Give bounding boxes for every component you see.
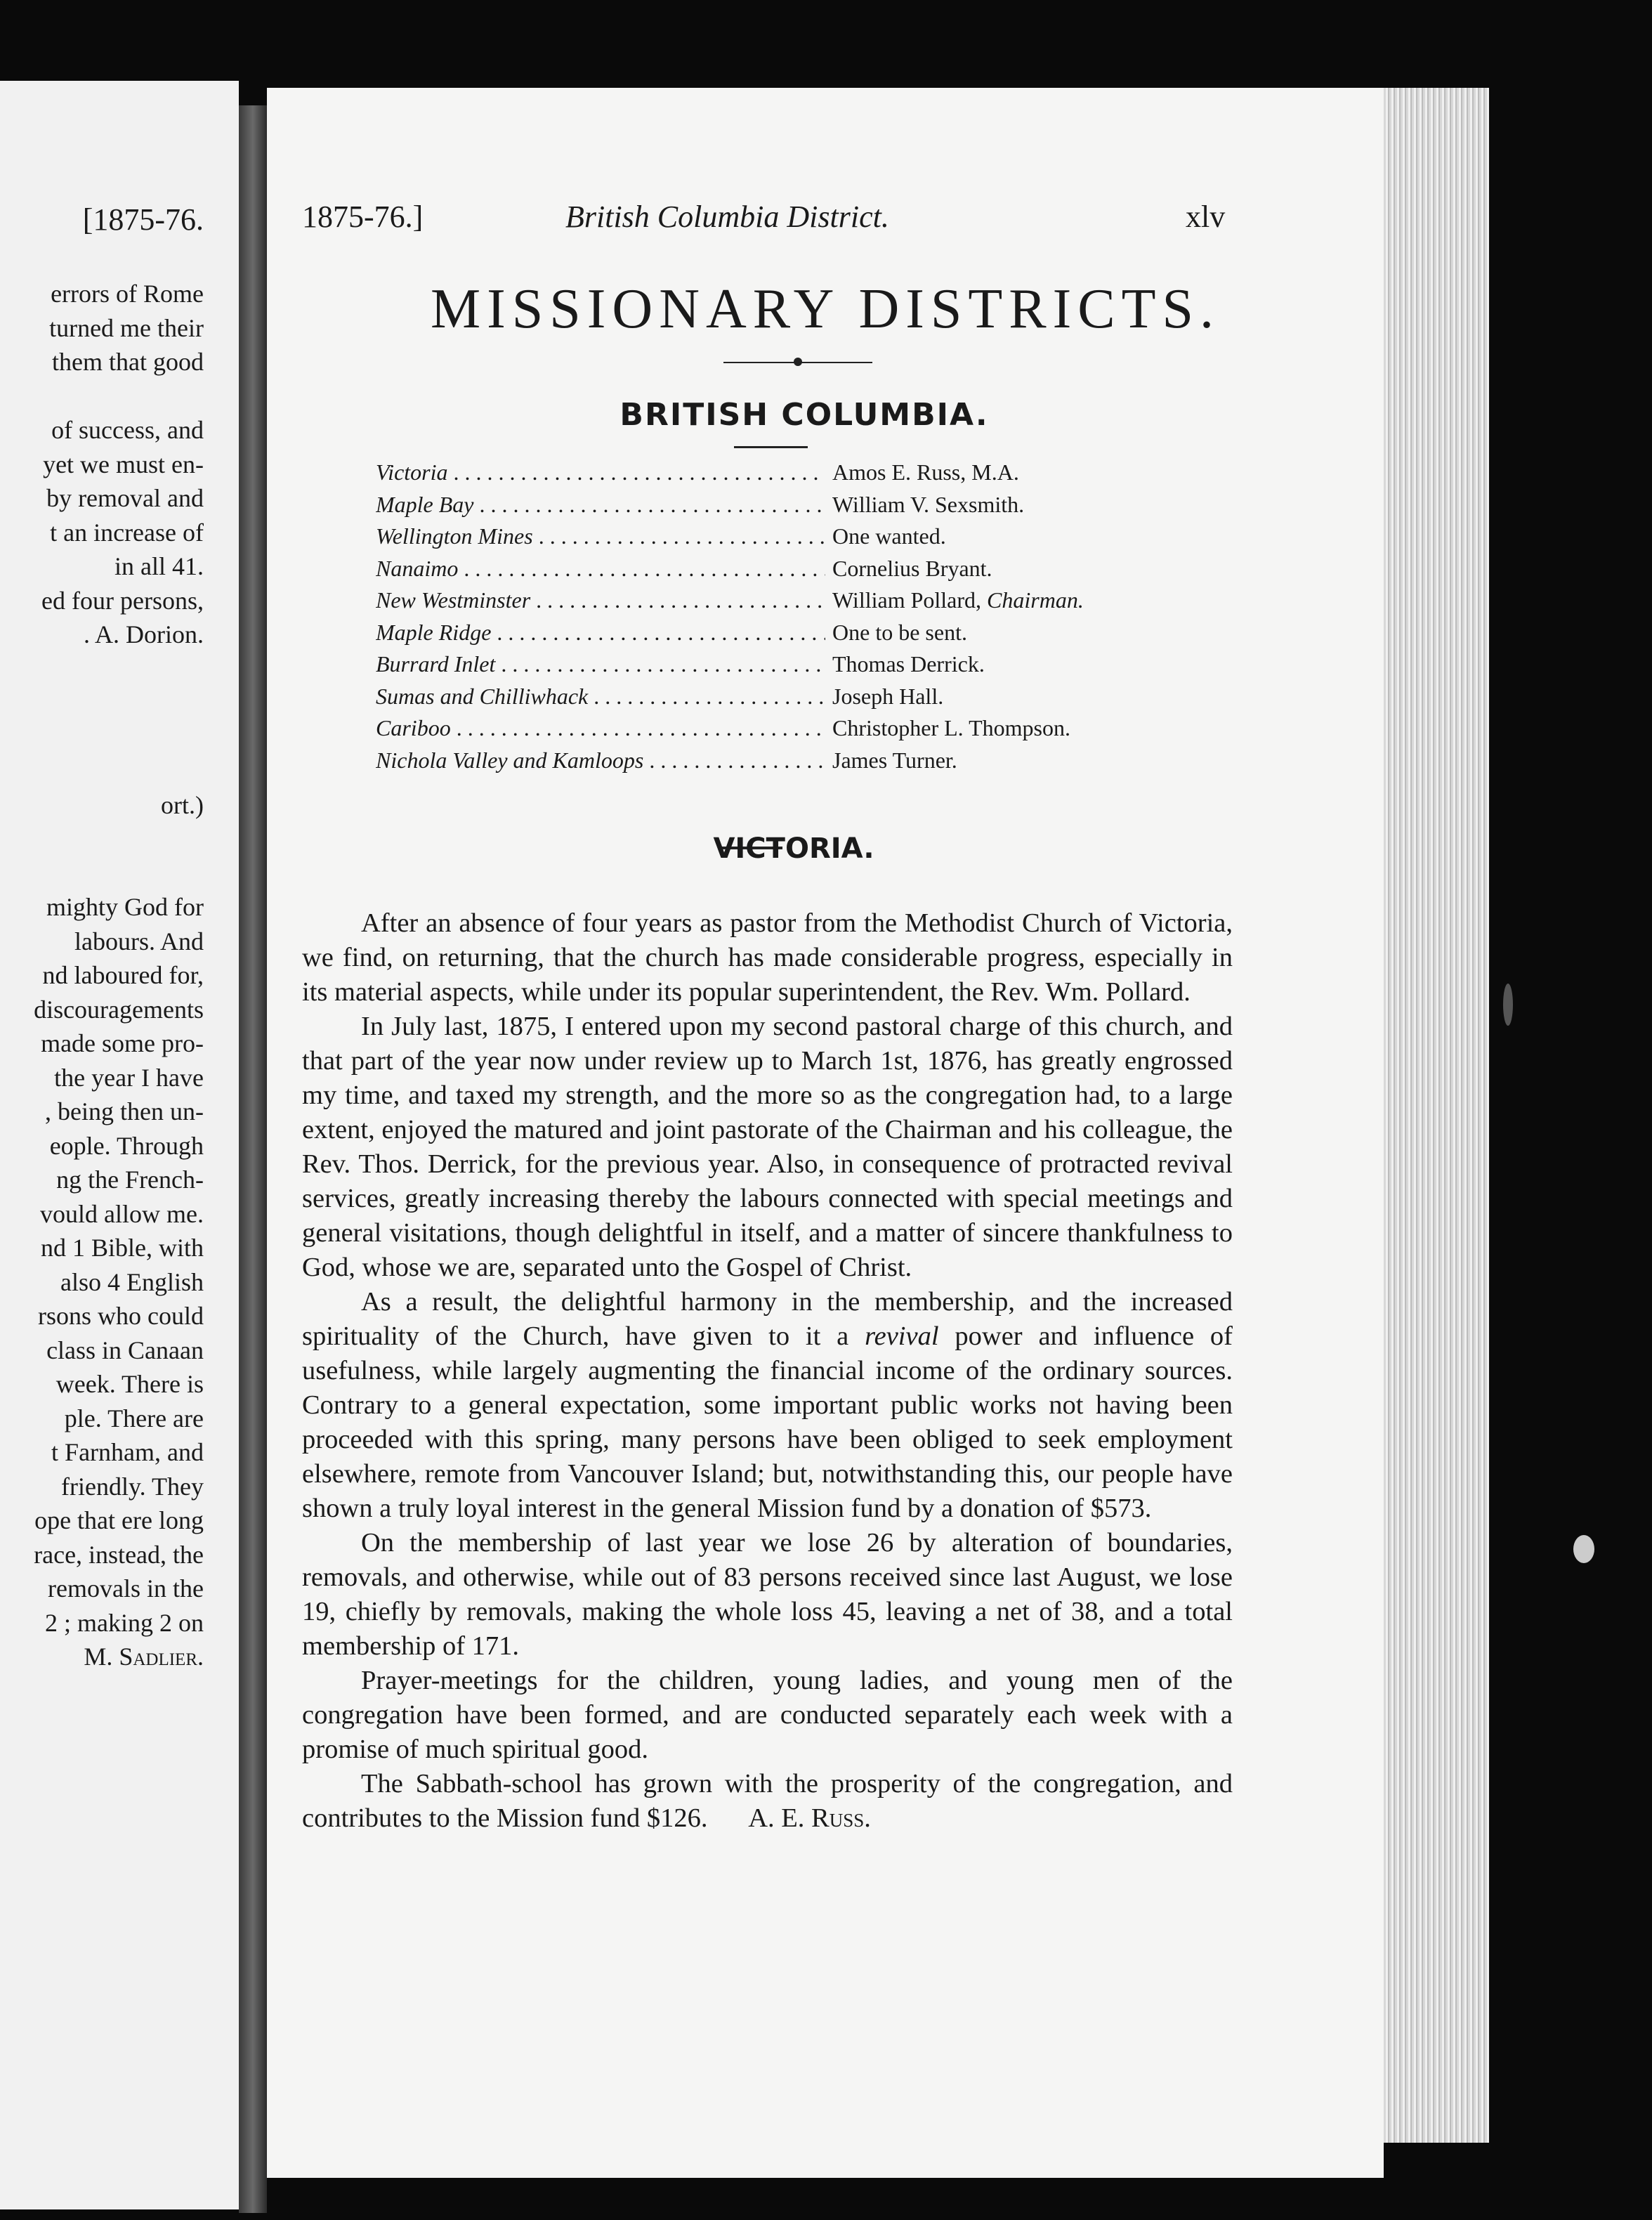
station-person: Cornelius Bryant. <box>832 555 992 581</box>
station-row <box>376 745 1289 777</box>
station-person: James Turner. <box>832 747 957 773</box>
station-place: Wellington Mines . . . <box>376 523 825 549</box>
station-row <box>376 681 1289 713</box>
main-page <box>267 88 1384 2178</box>
station-row <box>376 489 1289 521</box>
station-role: Chairman. <box>987 587 1084 613</box>
left-page-line: friendly. They <box>61 1472 204 1501</box>
station-row <box>376 457 1289 489</box>
paragraph: On the membership of last year we lose 26 by alteration of boundaries, removals, and otherwise, while out of 83 persons received since last August, we lose 19, chiefly by removals, making the whole loss 45, leaving a net of 38, and a total membership of 171. <box>302 1528 1233 1661</box>
station-place: Burrard Inlet . . . <box>376 651 825 677</box>
signature: A. E. Russ. <box>748 1803 871 1833</box>
left-page-line: race, instead, the <box>34 1540 204 1569</box>
stations-list <box>376 457 1289 776</box>
paragraph <box>302 1285 1233 1526</box>
emphasis-text: revival <box>865 1321 939 1351</box>
left-page-line: them that good <box>52 348 204 376</box>
station-person: William V. Sexsmith. <box>832 491 1025 517</box>
left-page-line: eople. Through <box>49 1131 204 1160</box>
district-subtitle: BRITISH COLUMBIA. <box>620 397 989 433</box>
report-body <box>302 906 1233 1836</box>
left-page-line: ed four persons, <box>41 586 204 615</box>
paragraph: Prayer-meetings for the children, young ladies, and young men of the congregation have been formed, and are conducted separately each week with a promise of much spiritual good. <box>302 1666 1233 1764</box>
left-page-line: the year I have <box>54 1063 204 1092</box>
station-person: Christopher L. Thompson. <box>832 715 1070 740</box>
book-gutter <box>239 105 267 2213</box>
left-page-line: removals in the <box>48 1574 204 1602</box>
page-number: xlv <box>1186 200 1226 234</box>
station-row <box>376 553 1289 585</box>
left-page-line: turned me their <box>49 313 204 342</box>
station-person-with-role <box>832 587 1084 613</box>
station-place: Maple Bay . . . <box>376 492 825 518</box>
station-place: Sumas and Chilliwhack . . . <box>376 684 825 710</box>
left-page-header: [1875-76. <box>82 202 204 237</box>
left-page-line: also 4 English <box>60 1267 204 1296</box>
left-page-line: t Farnham, and <box>51 1438 204 1466</box>
left-page-line: yet we must en- <box>43 450 204 478</box>
paragraph: After an absence of four years as pastor from the Methodist Church of Victoria, we find, on returning, that the church has made considerable progress, especially in its material aspects, while under its popular superintendent, the Rev. Wm. Pollard. <box>302 908 1233 1007</box>
station-person: Thomas Derrick. <box>832 651 985 677</box>
left-page-line: made some pro- <box>41 1029 204 1057</box>
left-page-line: week. There is <box>55 1370 204 1398</box>
left-page-line: labours. And <box>74 927 204 955</box>
left-page-line: ple. There are <box>64 1404 204 1432</box>
station-person: Joseph Hall. <box>832 683 944 709</box>
title-ornament-dot <box>794 358 802 366</box>
station-place: Nichola Valley and Kamloops . . . <box>376 747 825 773</box>
subtitle-rule <box>734 446 808 448</box>
station-row <box>376 712 1289 745</box>
paragraph-text: power and influence of usefulness, while largely augmenting the financial income of the ordinary sources. Contrary to a general expectation, some important public works not having been proceeded with this spring, many persons have been obliged to seek employment elsewhere, remote from Vancouver Island; but, notwithstanding this, our people have shown a truly loyal interest in the general Mission fund by a donation of $573. <box>302 1321 1233 1523</box>
left-page-line: ope that ere long <box>34 1506 204 1534</box>
left-page-line: 2 ; making 2 on <box>45 1608 204 1637</box>
left-page-line: . A. Dorion. <box>84 620 204 648</box>
paragraph-text: The Sabbath-school has grown with the prosperity of the congregation, and contributes to the Mission fund $126. <box>302 1769 1233 1833</box>
station-place: Nanaimo . . . <box>376 556 825 582</box>
previous-page-fragment <box>0 81 239 2209</box>
dust-speck <box>1503 984 1513 1026</box>
left-page-line: of success, and <box>51 416 204 444</box>
left-page-line: errors of Rome <box>51 280 204 308</box>
station-person: One wanted. <box>832 523 946 549</box>
left-page-line: rsons who could <box>38 1302 204 1330</box>
station-place: Victoria . . . <box>376 459 825 485</box>
station-place: Maple Ridge . . . <box>376 620 825 646</box>
section-heading: VICTORIA. <box>713 832 874 865</box>
left-page-line: by removal and <box>46 484 204 512</box>
left-page-line: nd laboured for, <box>42 961 204 989</box>
station-person: William Pollard, <box>832 587 982 613</box>
left-page-line: ng the French- <box>56 1166 204 1194</box>
left-page-line: in all 41. <box>114 552 204 580</box>
page-edges <box>1384 88 1489 2143</box>
paragraph <box>302 1767 1233 1836</box>
left-page-line: class in Canaan <box>46 1336 204 1364</box>
left-page-line: , being then un- <box>45 1097 204 1125</box>
station-row <box>376 617 1289 649</box>
station-place: New Westminster . . . <box>376 587 825 613</box>
station-person: Amos E. Russ, M.A. <box>832 459 1019 485</box>
station-row <box>376 521 1289 553</box>
left-page-line: nd 1 Bible, with <box>41 1234 204 1262</box>
station-row <box>376 585 1289 617</box>
station-person: One to be sent. <box>832 619 967 645</box>
station-place: Cariboo . . . <box>376 715 825 741</box>
left-page-line: mighty God for <box>46 893 204 921</box>
left-page-line: discouragements <box>34 995 204 1024</box>
left-page-line: ort.) <box>161 790 204 819</box>
dust-speck <box>1573 1535 1594 1563</box>
paragraph-text: As a result, the delightful harmony in the membership, and the increased spirituality of the Church, have given to it a <box>302 1287 1233 1351</box>
page-title: MISSIONARY DISTRICTS. <box>431 278 1220 340</box>
station-row <box>376 648 1289 681</box>
left-page-line: t an increase of <box>50 518 204 547</box>
left-page-line: vould allow me. <box>40 1199 204 1228</box>
running-head-title: British Columbia District. <box>565 200 889 234</box>
paragraph: In July last, 1875, I entered upon my second pastoral charge of this church, and that part of the year now under review up to March 1st, 1876, has greatly engrossed my time, and taxed my strength, and the more so as the congregation had, to a large extent, enjoyed the matured and joint pastorate of the Chairman and his colleague, the Rev. Thos. Derrick, for the previous year. Also, in consequence of protracted revival services, greatly increasing thereby the labours connected with special meetings and general visitations, though delightful in itself, and a matter of sincere thankfulness to God, whose we are, separated unto the Gospel of Christ. <box>302 1012 1233 1282</box>
running-head-year: 1875-76.] <box>302 200 424 234</box>
left-page-line: M. Sadlier. <box>84 1643 204 1671</box>
